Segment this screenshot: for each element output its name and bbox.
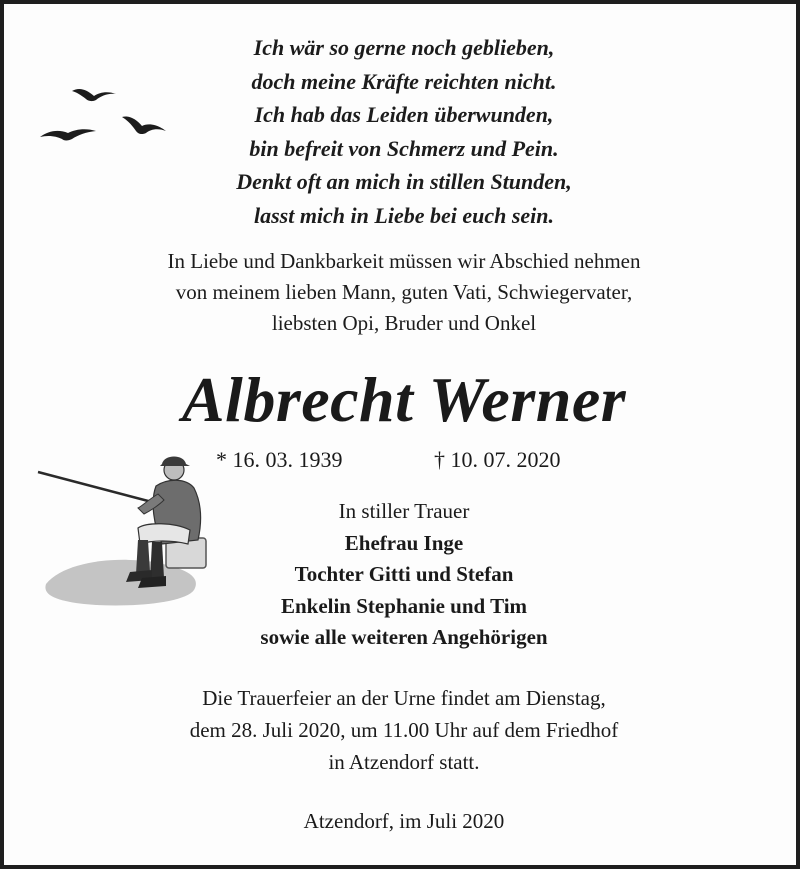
farewell-text	[64, 246, 744, 339]
place-and-date: Atzendorf, im Juli 2020	[303, 809, 505, 833]
mourners-list	[174, 496, 634, 654]
deceased-name: Albrecht Werner	[181, 364, 627, 435]
birth-date: * 16. 03. 1939	[216, 447, 343, 472]
mourners-heading: In stiller Trauer	[338, 499, 470, 523]
funeral-service-info	[64, 682, 744, 778]
poem-line: Ich hab das Leiden überwunden,	[254, 102, 554, 127]
service-line: in Atzendorf statt.	[328, 750, 480, 774]
poem-line: lasst mich in Liebe bei euch sein.	[253, 202, 555, 228]
poem-line: Denkt oft an mich in stillen Stunden,	[236, 169, 572, 194]
farewell-line: liebsten Opi, Bruder und Onkel	[271, 311, 537, 335]
memorial-poem	[154, 31, 654, 232]
poem-line: doch meine Kräfte reichten nicht.	[251, 68, 557, 94]
farewell-line: In Liebe und Dankbarkeit müssen wir Abschied nehmen	[167, 249, 641, 273]
farewell-line: von meinem lieben Mann, guten Vati, Schwiegervater,	[175, 280, 633, 304]
service-line: Die Trauerfeier an der Urne findet am Dienstag,	[202, 686, 606, 710]
mourner-line: Tochter Gitti und Stefan	[294, 562, 514, 586]
poem-line: bin befreit von Schmerz und Pein.	[249, 135, 559, 161]
service-line: dem 28. Juli 2020, um 11.00 Uhr auf dem Friedhof	[189, 718, 619, 742]
mourner-line: Ehefrau Inge	[344, 530, 464, 555]
mourner-line: Enkelin Stephanie und Tim	[280, 593, 528, 618]
mourner-line: sowie alle weiteren Angehörigen	[260, 625, 548, 649]
death-date: † 10. 07. 2020	[434, 447, 561, 472]
poem-line: Ich wär so gerne noch geblieben,	[253, 35, 555, 60]
